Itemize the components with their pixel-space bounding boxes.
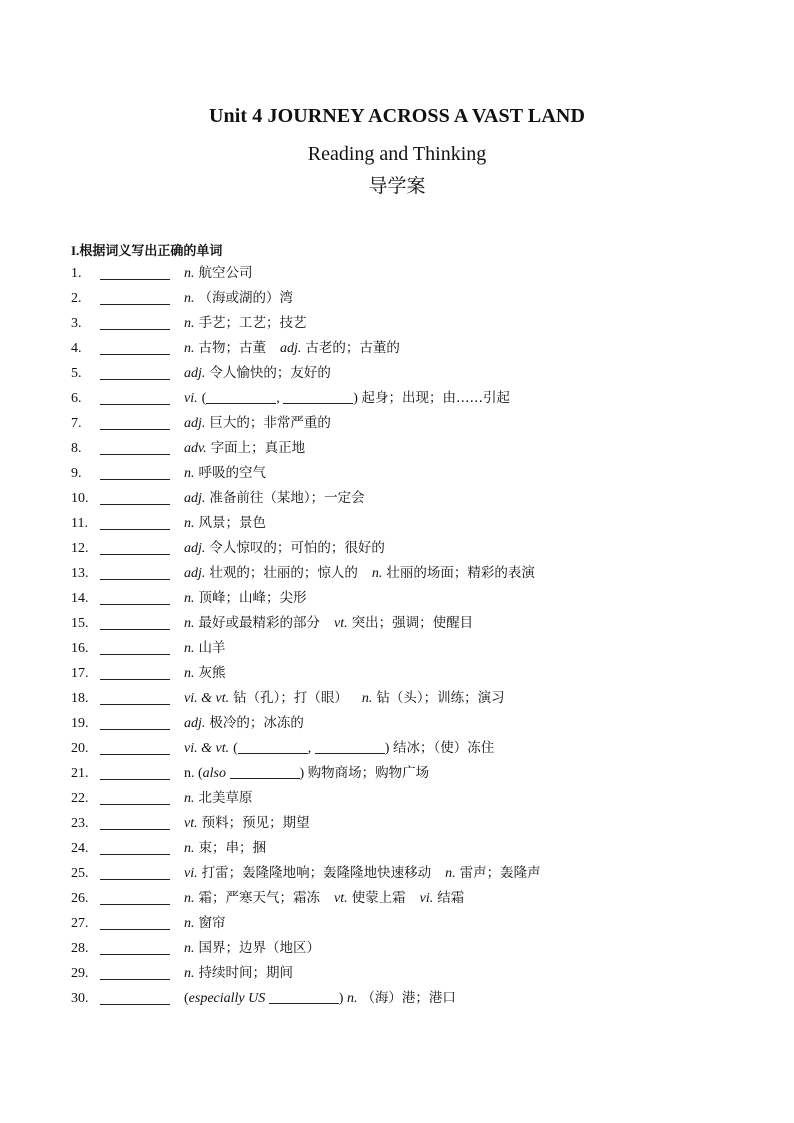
definition-secondary: 古老的；古董的 [305,340,400,356]
past-participle-blank[interactable] [315,739,385,754]
answer-blank[interactable] [100,679,170,680]
answer-blank[interactable] [100,529,170,530]
answer-blank[interactable] [100,904,170,905]
definition: 字面上；真正地 [210,440,306,456]
answer-blank[interactable] [100,804,170,805]
answer-blank[interactable] [100,354,170,355]
item-number: 24. [71,841,89,856]
section-roman-numeral: I. [71,243,80,258]
item-number: 2. [71,291,82,306]
usage-note: especially US [188,991,266,1006]
item-number: 3. [71,316,82,331]
part-of-speech: n. [184,516,195,531]
definition: 令人惊叹的；可怕的；很好的 [209,540,385,556]
definition: 顶峰；山峰；尖形 [198,590,307,606]
item-number: 7. [71,416,82,431]
part-of-speech-tertiary: vi. [419,891,434,906]
definition: 山羊 [198,640,226,656]
answer-blank[interactable] [100,379,170,380]
alternate-form-blank[interactable] [230,764,300,779]
item-number: 21. [71,766,89,781]
alternate-form-blank[interactable] [269,989,339,1004]
part-of-speech: adj. [184,491,206,506]
definition: 霜；严寒天气；霜冻 [198,890,320,906]
definition: 持续时间；期间 [198,965,293,981]
answer-blank[interactable] [100,429,170,430]
definition-secondary: 钻（头）；训练；演习 [376,690,505,706]
answer-blank[interactable] [100,779,170,780]
definition: 结冰；（使）冻住 [392,740,495,756]
part-of-speech: n. [184,341,195,356]
definition: 令人愉快的；友好的 [209,365,331,381]
part-of-speech-secondary: n. [445,866,456,881]
part-of-speech: adj. [184,716,206,731]
page-title: Unit 4 JOURNEY ACROSS A VAST LAND [209,105,585,127]
item-number: 4. [71,341,82,356]
part-of-speech: vi. [184,866,198,881]
item-number: 9. [71,466,82,481]
answer-blank[interactable] [100,629,170,630]
part-of-speech-secondary: vt. [334,616,348,631]
answer-blank[interactable] [100,754,170,755]
item-number: 26. [71,891,89,906]
answer-blank[interactable] [100,504,170,505]
answer-blank[interactable] [100,404,170,405]
answer-blank[interactable] [100,329,170,330]
item-number: 23. [71,816,89,831]
definition-secondary: 突出；强调；使醒目 [351,615,474,631]
item-number: 27. [71,916,89,931]
definition: 起身；出现；由……引起 [361,390,510,406]
definition: 最好或最精彩的部分 [198,615,320,631]
part-of-speech: adv. [184,441,207,456]
definition-secondary: 雷声；轰隆声 [459,865,541,881]
item-number: 8. [71,441,82,456]
definition: 呼吸的空气 [198,465,266,481]
page-subtitle-chinese: 导学案 [368,175,426,197]
answer-blank[interactable] [100,579,170,580]
item-number: 19. [71,716,89,731]
part-of-speech: n. [184,916,195,931]
section-heading [71,240,222,259]
definition: 准备前往（某地）；一定会 [209,490,365,506]
answer-blank[interactable] [100,304,170,305]
part-of-speech: n. [184,666,195,681]
item-number: 10. [71,491,89,506]
definition: 航空公司 [198,265,253,281]
part-of-speech: n. [184,941,195,956]
item-number: 11. [71,516,88,531]
part-of-speech: n. [184,966,195,981]
definition: 古物；古董 [198,340,266,356]
answer-blank[interactable] [100,829,170,830]
part-of-speech: vt. [184,816,198,831]
page-subtitle: Reading and Thinking [307,143,487,165]
definition: 窗帘 [198,915,226,931]
answer-blank[interactable] [100,854,170,855]
item-number: 22. [71,791,89,806]
item-number: 16. [71,641,89,656]
part-of-speech: adj. [184,366,206,381]
item-number: 18. [71,691,89,706]
part-of-speech-secondary: adj. [280,341,302,356]
item-number: 12. [71,541,89,556]
item-number: 13. [71,566,89,581]
part-of-speech: vi. & vt. [184,691,230,706]
answer-blank[interactable] [100,954,170,955]
definition: 壮观的；壮丽的；惊人的 [209,565,358,581]
item-number: 29. [71,966,89,981]
definition: 束；串；捆 [198,840,266,856]
part-of-speech: n. [184,891,195,906]
item-number: 6. [71,391,82,406]
definition: 预料；预见；期望 [201,815,310,831]
part-of-speech: vi. [184,391,198,406]
part-of-speech: n. [184,641,195,656]
item-number: 14. [71,591,89,606]
past-tense-blank[interactable] [238,739,308,754]
definition: 购物商场；购物广场 [307,765,430,781]
part-of-speech: n. [184,766,195,781]
definition: （海）港；港口 [361,990,456,1006]
item-number: 28. [71,941,89,956]
definition: 北美草原 [198,790,253,806]
answer-blank[interactable] [100,279,170,280]
definition: 灰熊 [198,665,226,681]
item-number: 1. [71,266,82,281]
section-label: 根据词义写出正确的单词 [79,244,223,259]
part-of-speech: n. [184,291,195,306]
definition: 手艺；工艺；技艺 [198,315,307,331]
part-of-speech: vi. & vt. [184,741,230,756]
item-number: 25. [71,866,89,881]
item-number: 15. [71,616,89,631]
answer-blank[interactable] [100,554,170,555]
part-of-speech: adj. [184,416,206,431]
part-of-speech: n. [346,991,358,1006]
definition: 巨大的；非常严重的 [209,415,331,431]
answer-blank[interactable] [100,929,170,930]
part-of-speech: n. [184,841,195,856]
answer-blank[interactable] [100,604,170,605]
part-of-speech: n. [184,591,195,606]
part-of-speech: n. [184,266,195,281]
answer-blank[interactable] [100,879,170,880]
definition: （海或湖的）湾 [198,290,293,306]
part-of-speech: n. [184,791,195,806]
definition: 国界；边界（地区） [198,940,320,956]
item-number: 20. [71,741,89,756]
definition: 风景；景色 [198,515,266,531]
answer-blank[interactable] [100,729,170,730]
answer-blank[interactable] [100,454,170,455]
answer-blank[interactable] [100,1004,170,1005]
part-of-speech-secondary: n. [371,566,383,581]
part-of-speech-secondary: vt. [334,891,348,906]
part-of-speech: n. [184,466,195,481]
part-of-speech-secondary: n. [361,691,373,706]
part-of-speech: adj. [184,541,206,556]
definition: 钻（孔）；打（眼） [233,690,348,706]
item-number: 17. [71,666,89,681]
item-number: 5. [71,366,82,381]
definition-secondary: 使蒙上霜 [351,890,406,906]
definition: 打雷；轰隆隆地响；轰隆隆地快速移动 [201,865,432,881]
definition-secondary: 壮丽的场面；精彩的表演 [386,565,535,581]
item-number: 30. [71,991,89,1006]
answer-blank[interactable] [100,654,170,655]
answer-blank[interactable] [100,979,170,980]
part-of-speech: n. [184,316,195,331]
part-of-speech: n. [184,616,195,631]
past-participle-blank[interactable] [283,389,353,404]
answer-blank[interactable] [100,479,170,480]
also-label: also [202,766,227,781]
answer-blank[interactable] [100,704,170,705]
past-tense-blank[interactable] [206,389,276,404]
part-of-speech: adj. [184,566,206,581]
definition-tertiary: 结霜 [437,890,465,906]
definition: 极冷的；冰冻的 [209,715,304,731]
